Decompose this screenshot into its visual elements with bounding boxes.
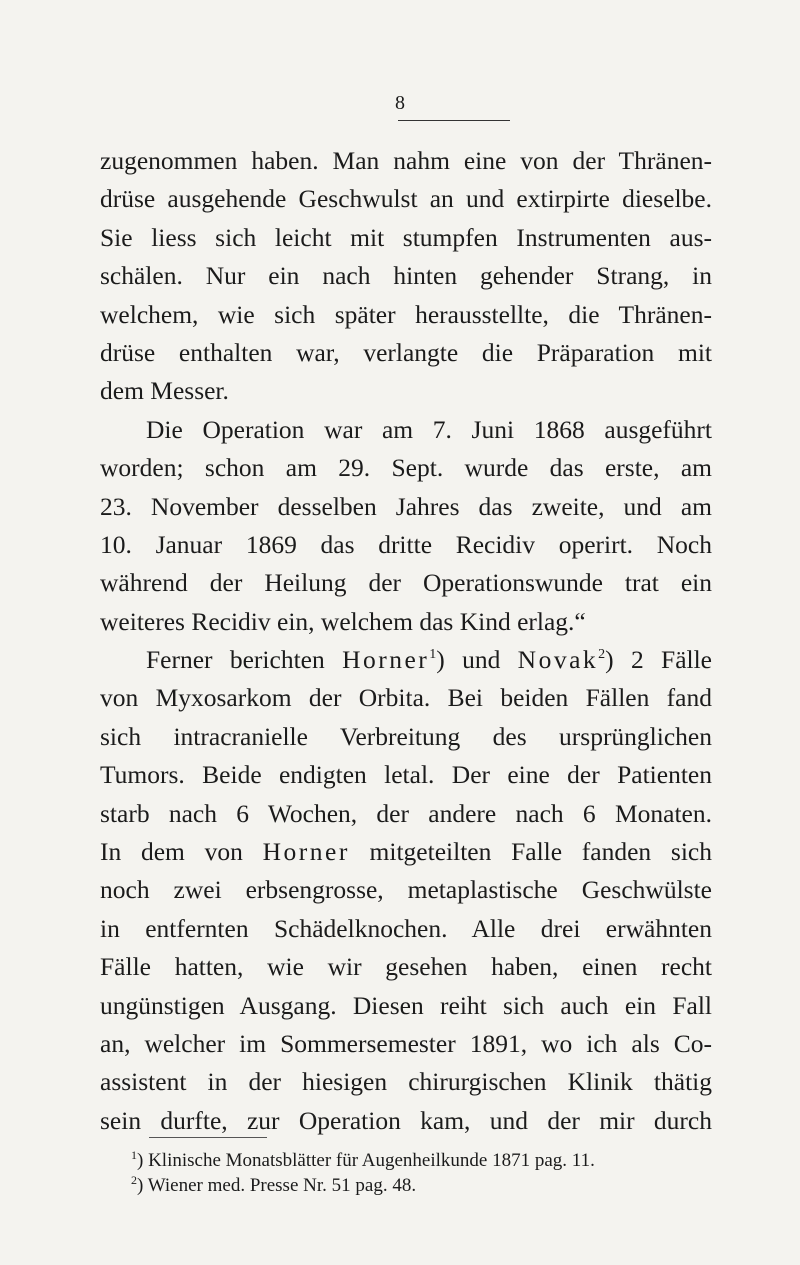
footnote-1 [131, 1148, 731, 1173]
text-line: zugenommen haben. Man nahm eine von der Thränen- [100, 146, 712, 175]
text-line: welchem, wie sich später herausstellte, die Thränen- [100, 299, 712, 329]
body-text [100, 142, 712, 1140]
text-line: assistent in der hiesigen chirurgischen Klinik thätig [100, 1067, 712, 1097]
text-line: ungünstigen Ausgang. Diesen reiht sich auch ein Fall [100, 990, 712, 1020]
footnote-ref-1: 1 [429, 647, 437, 663]
header-rule [398, 120, 510, 121]
author-name-novak: Novak [517, 645, 599, 675]
text-line: sein durfte, zur Operation kam, und der mir durch [100, 1105, 712, 1135]
text-segment: In dem von [100, 837, 263, 867]
footnote-text: ) Klinische Monatsblätter für Augenheilkunde 1871 pag. 11. [137, 1150, 595, 1171]
text-segment: ) und [436, 645, 518, 675]
text-line: drüse ausgehende Geschwulst an und extirpirte dieselbe. [100, 184, 712, 214]
text-line: von Myxosarkom der Orbita. Bei beiden Fällen fand [100, 683, 712, 713]
footnote-marker: 1 [131, 1148, 137, 1162]
text-line: weiteres Recidiv ein, welchem das Kind erlag.“ [100, 606, 586, 636]
footnote-marker: 2 [131, 1173, 137, 1187]
text-line: 10. Januar 1869 das dritte Recidiv operirt. Noch [100, 529, 712, 559]
text-line: starb nach 6 Wochen, der andere nach 6 Monaten. [100, 798, 712, 828]
text-segment: mitgeteilten Falle fanden sich [349, 837, 712, 867]
text-line: Die Operation war am 7. Juni 1868 ausgeführt [146, 414, 712, 444]
footnote-text: ) Wiener med. Presse Nr. 51 pag. 48. [137, 1175, 417, 1196]
footnotes [131, 1148, 731, 1198]
text-line: in entfernten Schädelknochen. Alle drei erwähnten [100, 913, 712, 943]
author-name-horner: Horner [262, 837, 350, 867]
text-line-citations [100, 641, 712, 679]
page-number: 8 [395, 92, 405, 114]
text-line: noch zwei erbsengrosse, metaplastische Geschwülste [100, 875, 712, 905]
text-segment: Ferner berichten [146, 645, 343, 675]
text-line: schälen. Nur ein nach hinten gehender Strang, in [100, 261, 712, 291]
text-line: Sie liess sich leicht mit stumpfen Instrumenten aus- [100, 222, 712, 252]
text-line: 23. November desselben Jahres das zweite, und am [100, 491, 712, 521]
text-line: drüse enthalten war, verlangte die Präparation mit [100, 337, 712, 367]
text-line: Fälle hatten, wie wir gesehen haben, einen recht [100, 952, 712, 982]
text-line: Tumors. Beide endigten letal. Der eine der Patienten [100, 760, 712, 790]
text-line: an, welcher im Sommersemester 1891, wo ich als Co- [100, 1028, 712, 1058]
text-line-author [100, 833, 712, 871]
footnote-ref-2: 2 [598, 647, 606, 663]
text-line: worden; schon am 29. Sept. wurde das erste, am [100, 453, 712, 483]
text-segment: ) 2 Fälle [605, 645, 713, 675]
footnote-rule [149, 1137, 267, 1138]
footnote-2 [131, 1173, 731, 1198]
text-line: sich intracranielle Verbreitung des ursprünglichen [100, 721, 712, 751]
text-line: dem Messer. [100, 376, 229, 406]
author-name-horner: Horner [342, 645, 430, 675]
text-line: während der Heilung der Operationswunde trat ein [100, 568, 712, 598]
